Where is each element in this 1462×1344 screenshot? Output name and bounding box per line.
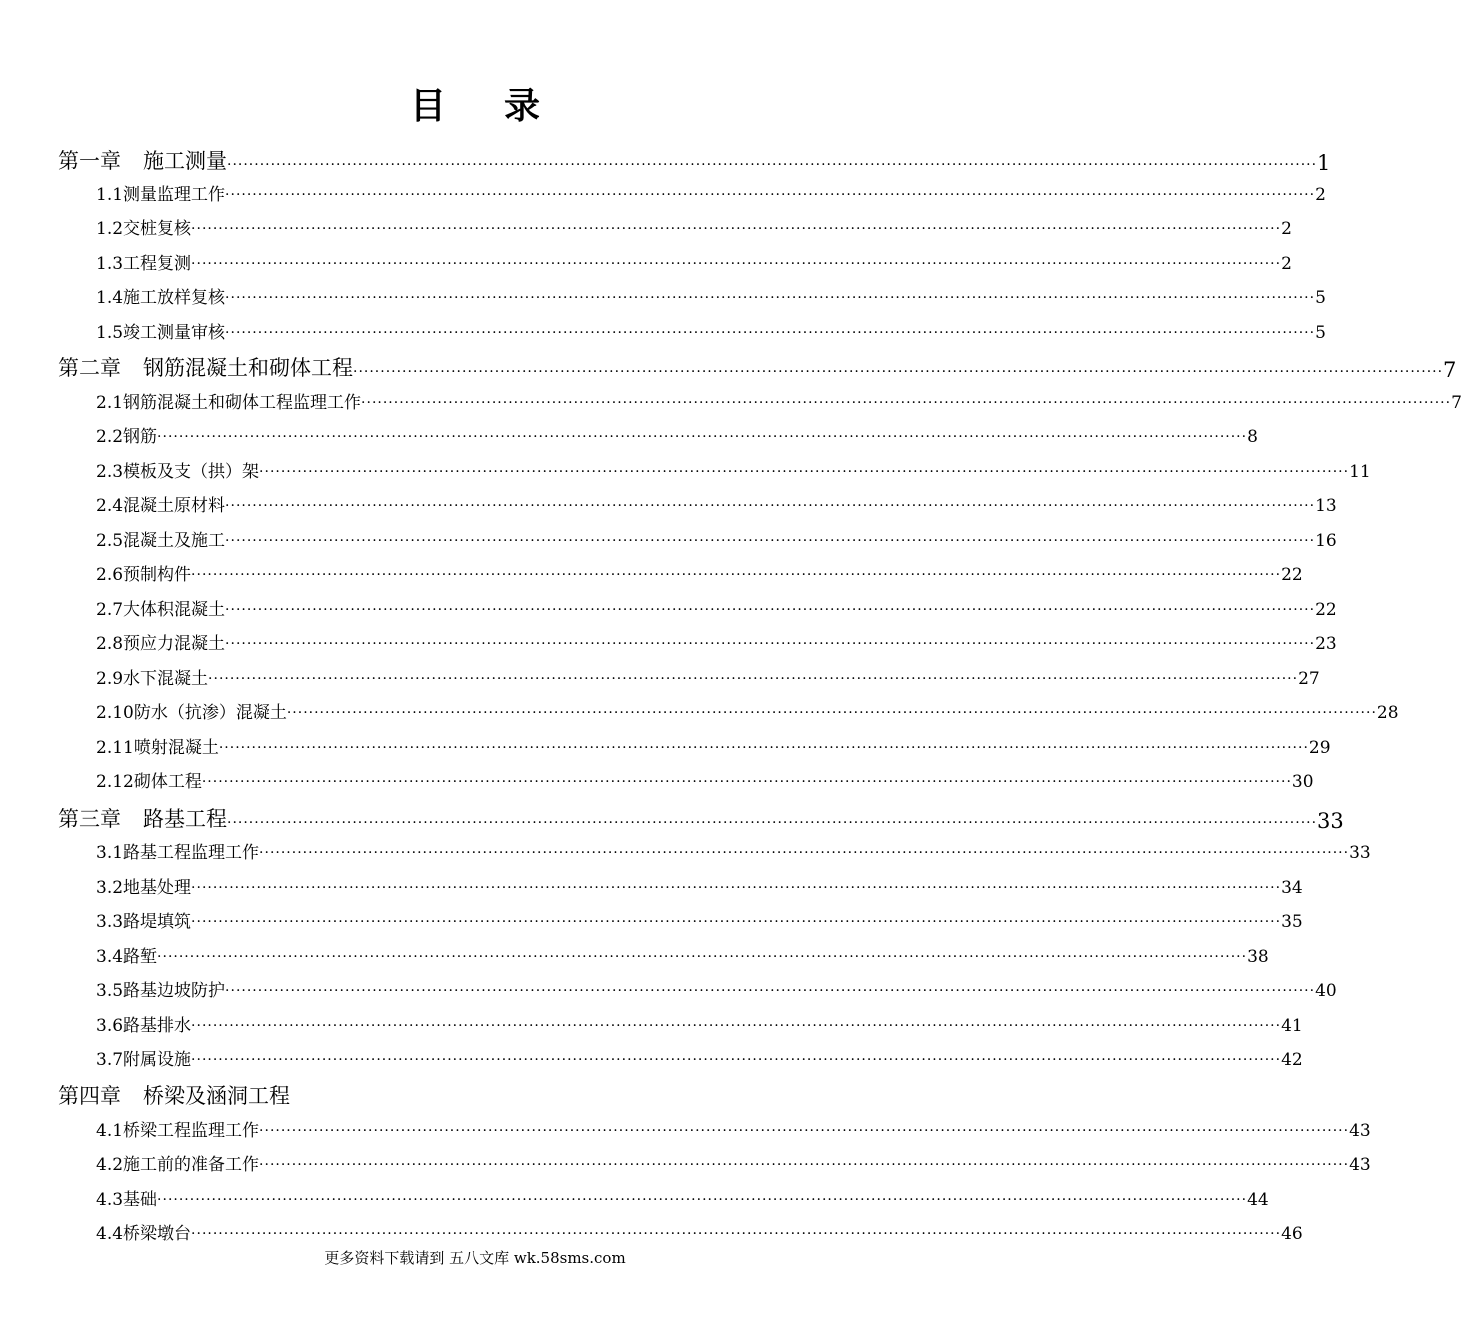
toc-leader-dots: ········································································································································································································ [191,1226,1282,1242]
toc-page-number: 1 [1317,151,1331,175]
toc-section-row[interactable] [96,560,1303,585]
toc-section-row[interactable] [96,1116,1371,1141]
toc-section-row[interactable] [96,595,1337,620]
toc-section-row[interactable] [96,838,1371,863]
chapter-title: 桥梁及涵洞工程 [143,1084,290,1108]
toc-page-number: 43 [1349,1121,1371,1141]
toc-page-number: 2 [1281,219,1292,239]
toc-entry-label [58,1080,290,1110]
toc-leader-dots: ········································································································································································································ [218,740,1309,756]
toc-entry-label: 3.1路基工程监理工作 [96,843,260,863]
toc-entry-label: 4.1桥梁工程监理工作 [96,1121,260,1141]
toc-section-row[interactable] [96,180,1326,205]
toc-entry-label: 4.4桥梁墩台 [96,1224,192,1244]
toc-section-row[interactable] [96,388,1462,413]
toc-page-number: 34 [1281,878,1303,898]
toc-entry-label: 1.2交桩复核 [96,219,192,239]
toc-page-number: 11 [1349,462,1371,482]
chapter-title: 施工测量 [143,149,227,173]
toc-chapter-row[interactable] [58,1080,290,1110]
toc-section-row[interactable] [96,767,1314,792]
toc-entry-label: 1.1测量监理工作 [96,185,226,205]
toc-leader-dots: ········································································································································································································ [286,705,1377,721]
toc-section-row[interactable] [96,1185,1269,1210]
toc-section-row[interactable] [96,249,1292,274]
toc-section-row[interactable] [96,526,1337,551]
toc-section-row[interactable] [96,664,1320,689]
toc-section-row[interactable] [96,1011,1303,1036]
chapter-number: 第四章 [58,1084,121,1108]
toc-section-row[interactable] [96,1150,1371,1175]
toc-leader-dots: ········································································································································································································ [259,845,1350,861]
toc-leader-dots: ········································································································································································································ [225,498,1316,514]
toc-page-number: 2 [1315,185,1326,205]
toc-leader-dots: ········································································································································································································ [157,429,1248,445]
toc-leader-dots: ········································································································································································································ [225,602,1316,618]
toc-leader-dots: ········································································································································································································ [191,880,1282,896]
toc-page-number: 29 [1308,738,1331,758]
toc-section-row[interactable] [96,907,1303,932]
toc-section-row[interactable] [96,629,1337,654]
toc-leader-dots: ········································································································································································································ [157,949,1248,965]
toc-section-row[interactable] [96,698,1399,723]
toc-page-number: 44 [1247,1190,1269,1210]
chapter-title: 钢筋混凝土和砌体工程 [143,356,353,380]
toc-entry-label: 2.6预制构件 [96,565,192,585]
toc-page-number: 7 [1443,358,1457,382]
toc-page-number: 8 [1247,427,1258,447]
toc-leader-dots: ········································································································································································································ [225,636,1316,652]
toc-title-char-2: 录 [504,85,541,127]
toc-page-number: 30 [1291,772,1314,792]
toc-page-number: 23 [1315,634,1337,654]
toc-title-char-1: 目 [409,85,446,127]
toc-entry-label: 4.3基础 [96,1190,158,1210]
toc-section-row[interactable] [96,976,1337,1001]
toc-entry-label [58,803,227,833]
toc-leader-dots: ········································································································································································································ [225,325,1316,341]
toc-entry-label: 2.12砌体工程 [96,772,202,792]
toc-entry-label: 1.3工程复测 [96,254,192,274]
toc-leader-dots: ········································································································································································································ [259,1123,1350,1139]
toc-entry-label: 2.9水下混凝土 [96,669,209,689]
toc-entry-label: 2.5混凝土及施工 [96,531,226,551]
toc-section-row[interactable] [96,422,1258,447]
toc-entry-label: 4.2施工前的准备工作 [96,1155,260,1175]
toc-entry-label: 3.5路基边坡防护 [96,981,226,1001]
toc-page-number: 16 [1315,531,1337,551]
toc-leader-dots: ········································································································································································································ [227,157,1318,173]
toc-page-number: 40 [1315,981,1337,1001]
toc-entry-label: 2.2钢筋 [96,427,158,447]
toc-entry-label: 2.7大体积混凝土 [96,600,226,620]
toc-page-number: 43 [1349,1155,1371,1175]
toc-entry-label: 2.11喷射混凝土 [96,738,219,758]
chapter-number: 第一章 [58,149,121,173]
toc-section-row[interactable] [96,1219,1303,1244]
toc-leader-dots: ········································································································································································································ [191,1052,1282,1068]
toc-entry-label: 2.10防水（抗渗）混凝土 [96,703,287,723]
toc-leader-dots: ········································································································································································································ [259,464,1350,480]
toc-section-row[interactable] [96,733,1331,758]
toc-entry-label: 3.2地基处理 [96,878,192,898]
toc-leader-dots: ········································································································································································································ [353,364,1444,380]
toc-entry-label: 3.7附属设施 [96,1050,192,1070]
toc-page-number: 13 [1315,496,1337,516]
toc-entry-label: 2.8预应力混凝土 [96,634,226,654]
toc-page-number: 28 [1376,703,1399,723]
toc-page-number: 41 [1281,1016,1303,1036]
toc-section-row[interactable] [96,873,1303,898]
toc-entry-label [58,352,353,382]
toc-leader-dots: ········································································································································································································ [225,187,1316,203]
toc-page-number: 5 [1315,288,1326,308]
toc-leader-dots: ········································································································································································································ [157,1192,1248,1208]
toc-entry-label [58,145,227,175]
toc-page-number: 38 [1247,947,1269,967]
toc-section-row[interactable] [96,491,1337,516]
toc-page-number: 33 [1317,809,1344,833]
toc-page-number: 35 [1281,912,1303,932]
toc-page-number: 5 [1315,323,1326,343]
toc-chapter-row[interactable] [58,145,1331,175]
toc-leader-dots: ········································································································································································································ [227,815,1318,831]
toc-page-number: 27 [1298,669,1320,689]
toc-entry-label: 2.4混凝土原材料 [96,496,226,516]
toc-leader-dots: ········································································································································································································ [208,671,1299,687]
toc-entry-label: 3.4路堑 [96,947,158,967]
toc-section-row[interactable] [96,942,1269,967]
toc-entry-label: 3.3路堤填筑 [96,912,192,932]
toc-page-number: 33 [1349,843,1371,863]
toc-entry-label: 1.5竣工测量审核 [96,323,226,343]
toc-page-number: 22 [1281,565,1303,585]
toc-section-row[interactable] [96,1045,1303,1070]
toc-leader-dots: ········································································································································································································ [191,914,1282,930]
toc-page-number: 22 [1315,600,1337,620]
toc-chapter-row[interactable] [58,352,1457,382]
toc-page-number: 46 [1281,1224,1303,1244]
toc-leader-dots: ········································································································································································································ [361,395,1452,411]
footer-note: 更多资料下载请到 五八文库 wk.58sms.com [324,1249,626,1267]
toc-section-row[interactable] [96,283,1326,308]
toc-leader-dots: ········································································································································································································ [191,1018,1282,1034]
toc-section-row[interactable] [96,457,1371,482]
toc-chapter-row[interactable] [58,803,1344,833]
toc-page-number: 42 [1281,1050,1303,1070]
toc-page-number: 7 [1451,393,1462,413]
toc-leader-dots: ········································································································································································································ [191,567,1282,583]
toc-section-row[interactable] [96,318,1326,343]
chapter-title: 路基工程 [143,807,227,831]
toc-entry-label: 3.6路基排水 [96,1016,192,1036]
toc-leader-dots: ········································································································································································································ [259,1157,1350,1173]
chapter-number: 第三章 [58,807,121,831]
toc-leader-dots: ········································································································································································································ [191,221,1282,237]
toc-entry-label: 1.4施工放样复核 [96,288,226,308]
toc-leader-dots: ········································································································································································································ [225,983,1316,999]
toc-entry-label: 2.1钢筋混凝土和砌体工程监理工作 [96,393,362,413]
toc-leader-dots: ········································································································································································································ [201,774,1292,790]
toc-page-number: 2 [1281,254,1292,274]
toc-leader-dots: ········································································································································································································ [191,256,1282,272]
toc-leader-dots: ········································································································································································································ [225,533,1316,549]
chapter-number: 第二章 [58,356,121,380]
toc-leader-dots: ········································································································································································································ [225,290,1316,306]
toc-entry-label: 2.3模板及支（拱）架 [96,462,260,482]
toc-section-row[interactable] [96,214,1292,239]
